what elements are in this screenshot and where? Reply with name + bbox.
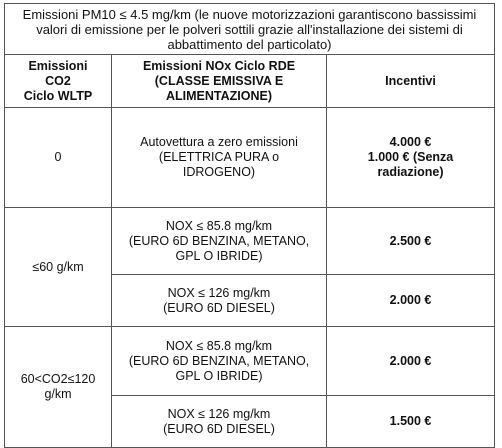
nox-line: GPL O IBRIDE) <box>175 368 263 383</box>
incentive-line: radiazione) <box>377 165 444 179</box>
co2-value <box>5 327 112 448</box>
co2-line: g/km <box>44 387 72 401</box>
nox-line: GPL O IBRIDE) <box>175 248 263 263</box>
nox-line: Autovettura a zero emissioni <box>140 135 298 149</box>
column-header-co2-line: Emissioni <box>28 58 88 73</box>
nox-line: NOX ≤ 126 mg/km <box>167 285 271 300</box>
column-header-nox <box>112 55 327 108</box>
header-note-row <box>5 4 495 55</box>
co2-value: ≤60 g/km <box>5 208 112 327</box>
nox-line: (EURO 6D BENZINA, METANO, <box>128 233 310 248</box>
incentive-amount: 2.500 € <box>327 208 495 275</box>
header-note: Emissioni PM10 ≤ 4.5 mg/km (le nuove motorizzazioni garantiscono bassissimi valori di emissione per le polveri sottili grazie all'installazione dei sistemi di abbattimento del particolato) <box>5 4 495 55</box>
co2-line: 60<CO2≤120 <box>20 372 96 386</box>
table-row <box>5 108 495 208</box>
column-header-nox-line: Emissioni NOx Ciclo RDE <box>142 58 296 73</box>
column-header-row <box>5 55 495 108</box>
column-header-co2-line: Ciclo WLTP <box>23 88 93 103</box>
nox-description <box>112 327 327 396</box>
nox-description <box>112 108 327 208</box>
nox-line: (ELETTRICA PURA o <box>158 150 280 164</box>
nox-description <box>112 208 327 275</box>
incentive-amount: 1.500 € <box>327 396 495 448</box>
nox-line: NOX ≤ 85.8 mg/km <box>165 338 273 353</box>
column-header-nox-line: (CLASSE EMISSIVA E <box>154 73 284 88</box>
column-header-nox-line: ALIMENTAZIONE) <box>165 88 272 103</box>
nox-line: NOX ≤ 85.8 mg/km <box>165 218 273 233</box>
column-header-incentivi: Incentivi <box>327 55 495 108</box>
nox-line: IDROGENO) <box>182 165 256 179</box>
nox-line: (EURO 6D DIESEL) <box>163 300 275 315</box>
nox-line: (EURO 6D DIESEL) <box>163 421 275 436</box>
table-row <box>5 208 495 275</box>
incentives-table <box>4 3 495 448</box>
co2-value: 0 <box>5 108 112 208</box>
column-header-co2-line: CO2 <box>45 73 71 88</box>
incentive-line: 1.000 € (Senza <box>367 150 454 164</box>
nox-description <box>112 396 327 448</box>
incentive-amount: 2.000 € <box>327 327 495 396</box>
incentive-line: 4.000 € <box>389 135 432 149</box>
table-row <box>5 327 495 396</box>
column-header-co2 <box>5 55 112 108</box>
nox-line: (EURO 6D BENZINA, METANO, <box>128 353 310 368</box>
nox-line: NOX ≤ 126 mg/km <box>167 406 271 421</box>
nox-description <box>112 275 327 327</box>
incentive-amount: 2.000 € <box>327 275 495 327</box>
incentive-amount <box>327 108 495 208</box>
